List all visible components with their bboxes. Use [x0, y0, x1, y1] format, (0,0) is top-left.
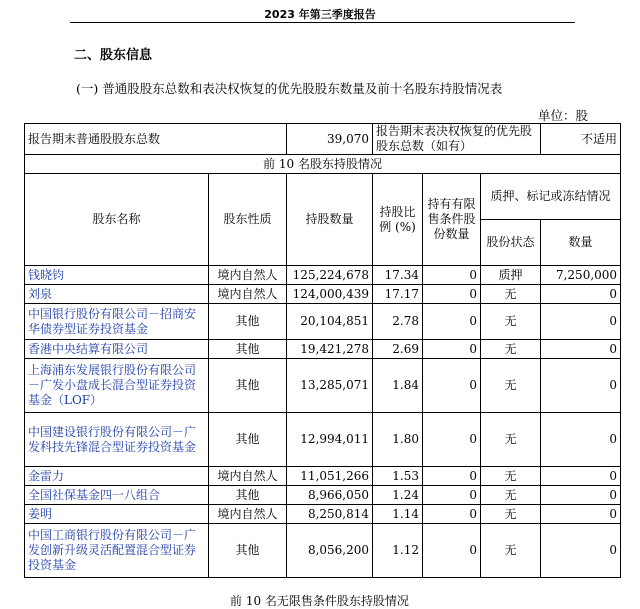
holder-restricted: 0 [423, 413, 481, 467]
col-header-name: 股东名称 [25, 174, 209, 266]
next-table-caption: 前 10 名无限售条件股东持股情况 [230, 594, 409, 608]
holder-ratio: 2.78 [373, 304, 423, 340]
col-header-nature: 股东性质 [209, 174, 287, 266]
holder-pledge-status: 无 [481, 413, 541, 467]
holder-pledge-qty: 0 [541, 467, 621, 486]
holder-shares: 19,421,278 [287, 340, 373, 359]
table-row [25, 285, 621, 304]
table-row [25, 266, 621, 285]
holder-ratio: 1.53 [373, 467, 423, 486]
holder-pledge-status: 无 [481, 486, 541, 505]
holder-pledge-status: 无 [481, 359, 541, 413]
holder-nature: 境内自然人 [209, 505, 287, 524]
holder-shares: 11,051,266 [287, 467, 373, 486]
holder-pledge-status: 无 [481, 285, 541, 304]
holder-shares: 8,966,050 [287, 486, 373, 505]
holder-name: 刘泉 [25, 285, 209, 304]
holder-ratio: 17.17 [373, 285, 423, 304]
holder-pledge-qty: 0 [541, 486, 621, 505]
holder-pledge-status: 无 [481, 524, 541, 578]
holder-shares: 125,224,678 [287, 266, 373, 285]
holder-pledge-qty: 0 [541, 340, 621, 359]
col-header-pledge-group: 质押、标记或冻结情况 [481, 174, 621, 220]
holder-nature: 其他 [209, 524, 287, 578]
table-row [25, 505, 621, 524]
table-row [25, 486, 621, 505]
holder-name: 中国工商银行股份有限公司－广发创新升级灵活配置混合型证券投资基金 [25, 524, 209, 578]
holder-name: 全国社保基金四一八组合 [25, 486, 209, 505]
preferred-holders-value: 不适用 [541, 124, 621, 155]
col-header-shares: 持股数量 [287, 174, 373, 266]
col-header-pledge-qty: 数量 [541, 220, 621, 266]
holder-shares: 124,000,439 [287, 285, 373, 304]
holder-ratio: 1.84 [373, 359, 423, 413]
holder-restricted: 0 [423, 340, 481, 359]
section-title: 二、股东信息 [74, 48, 153, 63]
holder-nature: 境内自然人 [209, 467, 287, 486]
holder-shares: 13,285,071 [287, 359, 373, 413]
table-row [25, 467, 621, 486]
holder-nature: 其他 [209, 304, 287, 340]
holder-name: 钱晓钧 [25, 266, 209, 285]
holder-pledge-status: 无 [481, 340, 541, 359]
holder-ratio: 1.14 [373, 505, 423, 524]
holder-pledge-qty: 0 [541, 505, 621, 524]
holder-nature: 境内自然人 [209, 285, 287, 304]
holder-shares: 20,104,851 [287, 304, 373, 340]
holder-pledge-status: 无 [481, 304, 541, 340]
holder-pledge-status: 无 [481, 467, 541, 486]
holder-pledge-qty: 0 [541, 359, 621, 413]
header-row [25, 174, 621, 220]
subsection-title: (一) 普通股股东总数和表决权恢复的优先股股东数量及前十名股东持股情况表 [76, 81, 503, 96]
holder-restricted: 0 [423, 304, 481, 340]
holder-name: 姜明 [25, 505, 209, 524]
holder-pledge-qty: 0 [541, 524, 621, 578]
holder-nature: 其他 [209, 413, 287, 467]
holder-shares: 8,056,200 [287, 524, 373, 578]
holder-restricted: 0 [423, 266, 481, 285]
holder-name: 金雷力 [25, 467, 209, 486]
holder-restricted: 0 [423, 285, 481, 304]
table-row [25, 359, 621, 413]
holder-name: 香港中央结算有限公司 [25, 340, 209, 359]
table-row [25, 413, 621, 467]
col-header-pledge-status: 股份状态 [481, 220, 541, 266]
holder-pledge-qty: 0 [541, 285, 621, 304]
holder-pledge-qty: 0 [541, 413, 621, 467]
shareholder-table [24, 123, 621, 578]
holder-restricted: 0 [423, 467, 481, 486]
holder-shares: 8,250,814 [287, 505, 373, 524]
holder-restricted: 0 [423, 486, 481, 505]
common-holders-label: 报告期末普通股股东总数 [25, 124, 287, 155]
table-row [25, 340, 621, 359]
preferred-holders-label: 报告期末表决权恢复的优先股股东总数（如有） [373, 124, 541, 155]
col-header-ratio: 持股比例 (%) [373, 174, 423, 266]
summary-row [25, 124, 621, 155]
holder-nature: 境内自然人 [209, 266, 287, 285]
caption-row [25, 155, 621, 174]
holder-nature: 其他 [209, 359, 287, 413]
holder-nature: 其他 [209, 340, 287, 359]
holder-restricted: 0 [423, 505, 481, 524]
holder-nature: 其他 [209, 486, 287, 505]
holder-pledge-status: 无 [481, 505, 541, 524]
holder-restricted: 0 [423, 359, 481, 413]
holder-shares: 12,994,011 [287, 413, 373, 467]
holder-ratio: 17.34 [373, 266, 423, 285]
holder-restricted: 0 [423, 524, 481, 578]
unit-label: 单位：股 [538, 108, 589, 123]
holder-ratio: 2.69 [373, 340, 423, 359]
report-header-title: 2023 年第三季度报告 [264, 8, 376, 21]
common-holders-value: 39,070 [287, 124, 373, 155]
holder-ratio: 1.80 [373, 413, 423, 467]
table-row [25, 304, 621, 340]
table-row [25, 524, 621, 578]
holder-name: 中国银行股份有限公司－招商安华债券型证券投资基金 [25, 304, 209, 340]
holder-pledge-status: 质押 [481, 266, 541, 285]
holder-ratio: 1.24 [373, 486, 423, 505]
col-header-restricted: 持有有限售条件股份数量 [423, 174, 481, 266]
header-divider [70, 22, 575, 23]
holder-name: 中国建设银行股份有限公司－广发科技先锋混合型证券投资基金 [25, 413, 209, 467]
holder-pledge-qty: 7,250,000 [541, 266, 621, 285]
holder-name: 上海浦东发展银行股份有限公司－广发小盘成长混合型证券投资基金（LOF） [25, 359, 209, 413]
holder-pledge-qty: 0 [541, 304, 621, 340]
top10-caption: 前 10 名股东持股情况 [25, 155, 621, 174]
holder-ratio: 1.12 [373, 524, 423, 578]
